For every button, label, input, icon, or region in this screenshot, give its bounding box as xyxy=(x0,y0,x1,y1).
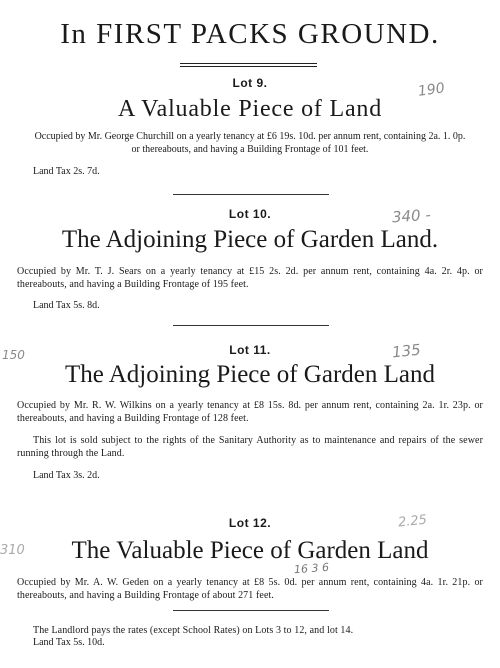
lot-9-heading: A Valuable Piece of Land xyxy=(117,96,383,122)
title-divider xyxy=(180,63,317,67)
lot-11-land-tax: Land Tax 3s. 2d. xyxy=(33,470,100,481)
lot-12-pencil-annotation: 2.25 xyxy=(397,512,428,531)
section-divider xyxy=(173,194,329,195)
lot-10-pencil-annotation: 340 - xyxy=(391,205,432,227)
lot-12-rent-correction: 16 3 6 xyxy=(293,560,330,577)
rates-note: The Landlord pays the rates (except School Rates) on Lots 3 to 12, and lot 14. xyxy=(33,625,354,636)
page-title: In FIRST PACKS GROUND. xyxy=(60,18,440,50)
section-divider xyxy=(173,610,329,611)
lot-10-description: Occupied by Mr. T. J. Sears on a yearly tenancy at £15 2s. 2d. per annum rent, containing 4a. 2r. 4p. or thereabouts, and having a Building Frontage of 195 feet. xyxy=(17,266,483,290)
lot-11-pencil-annotation: 135 xyxy=(391,340,422,362)
lot-10-land-tax: Land Tax 5s. 8d. xyxy=(33,300,100,311)
lot-9-land-tax: Land Tax 2s. 7d. xyxy=(33,166,100,177)
lot-11-description: Occupied by Mr. R. W. Wilkins on a yearly tenancy at £8 15s. 8d. per annum rent, containing 2a. 1r. 23p. or thereabouts, and having a Building Frontage of 128 feet. xyxy=(17,400,483,424)
lot-10-label: Lot 10. xyxy=(228,207,272,221)
lot-11-note: This lot is sold subject to the rights of the Sanitary Authority as to maintenance and repairs of the sewer running through the Land. xyxy=(17,435,483,459)
lot-12-margin-annotation: 310 xyxy=(0,543,25,558)
lot-11-margin-annotation: 150 xyxy=(2,348,25,362)
lot-9-label: Lot 9. xyxy=(232,76,268,90)
lot-10-heading: The Adjoining Piece of Garden Land. xyxy=(61,226,439,253)
lot-9-description: Occupied by Mr. George Churchill on a yearly tenancy at £6 19s. 10d. per annum rent, containing 2a. 1. 0p. or thereabouts, and having a Building Frontage of 101 feet. xyxy=(34,131,466,155)
footer-land-tax: Land Tax 5s. 10d. xyxy=(33,637,105,648)
lot-12-label: Lot 12. xyxy=(228,516,272,530)
lot-12-heading: The Valuable Piece of Garden Land xyxy=(71,537,429,564)
lot-12-description: Occupied by Mr. A. W. Geden on a yearly tenancy at £8 5s. 0d. per annum rent, containing 4a. 1r. 21p. or thereabouts, and having a Building Frontage of about 271 feet. xyxy=(17,577,483,601)
lot-9-pencil-annotation: 190 xyxy=(417,80,446,100)
section-divider xyxy=(173,325,329,326)
lot-11-label: Lot 11. xyxy=(229,343,271,357)
lot-11-heading: The Adjoining Piece of Garden Land xyxy=(64,361,436,388)
